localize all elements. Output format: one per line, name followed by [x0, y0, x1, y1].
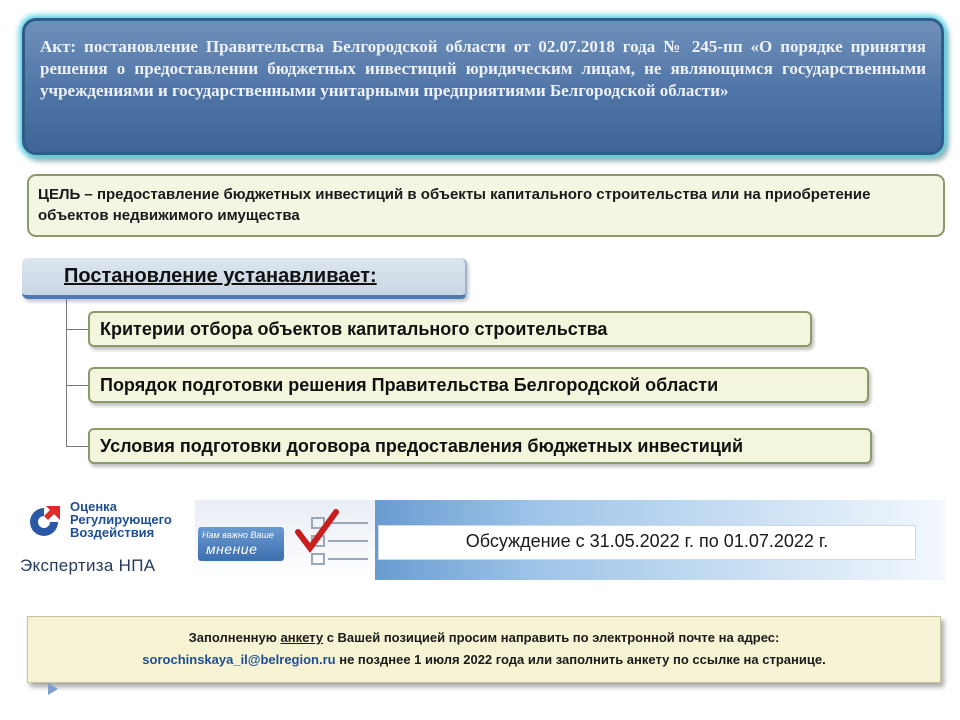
note-box — [27, 616, 941, 683]
note-pointer-icon — [48, 683, 58, 695]
logo-subtitle: Экспертиза НПА — [20, 556, 156, 575]
note-text: не позднее 1 июля 2022 года или заполнить анкету по ссылке на странице. — [339, 652, 826, 667]
tree-connector — [66, 299, 67, 447]
sets-item-conditions: Условия подготовки договора предоставления бюджетных инвестиций — [88, 428, 872, 464]
orv-logo-icon — [26, 504, 62, 540]
logo-line-1: Оценка — [70, 499, 117, 514]
logo-line-2: Регулирующего — [70, 512, 172, 527]
tree-branch — [66, 446, 88, 447]
sets-item-procedure: Порядок подготовки решения Правительства Белгородской области — [88, 367, 869, 403]
tree-branch — [66, 329, 88, 330]
banner-line-2: мнение — [206, 541, 258, 557]
sets-title: Постановление устанавливает: — [64, 265, 377, 287]
discussion-dates: Обсуждение с 31.05.2022 г. по 01.07.2022 г. — [465, 531, 829, 551]
banner-line-1: Нам важно Ваше — [202, 530, 274, 540]
email-link[interactable]: sorochinskaya_il@belregion.ru — [142, 652, 336, 667]
tree-branch — [66, 385, 88, 386]
note-line-1 — [27, 630, 941, 645]
note-text: с Вашей позицией просим направить по электронной почте на адрес: — [326, 630, 780, 645]
goal-text: ЦЕЛЬ – предоставление бюджетных инвестиций в объекты капитального строительства или на приобретение объектов недвижимого имущества — [38, 186, 871, 224]
logo-line-3: Воздействия — [70, 525, 155, 540]
note-line-2 — [27, 652, 941, 667]
survey-link[interactable]: анкету — [280, 630, 324, 645]
note-text: Заполненную — [188, 630, 277, 645]
act-title: Акт: постановление Правительства Белгородской области от 02.07.2018 года № 245-пп «О порядке принятия решения о предоставлении бюджетных инвестиций юридическим лицам, не являющимся государственными учреждениями и государственными унитарными предприятиями Белгородской области» — [40, 37, 926, 100]
checklist-icon — [292, 508, 372, 574]
logo-text — [70, 500, 172, 539]
sets-item-criteria: Критерии отбора объектов капитального строительства — [88, 311, 812, 347]
